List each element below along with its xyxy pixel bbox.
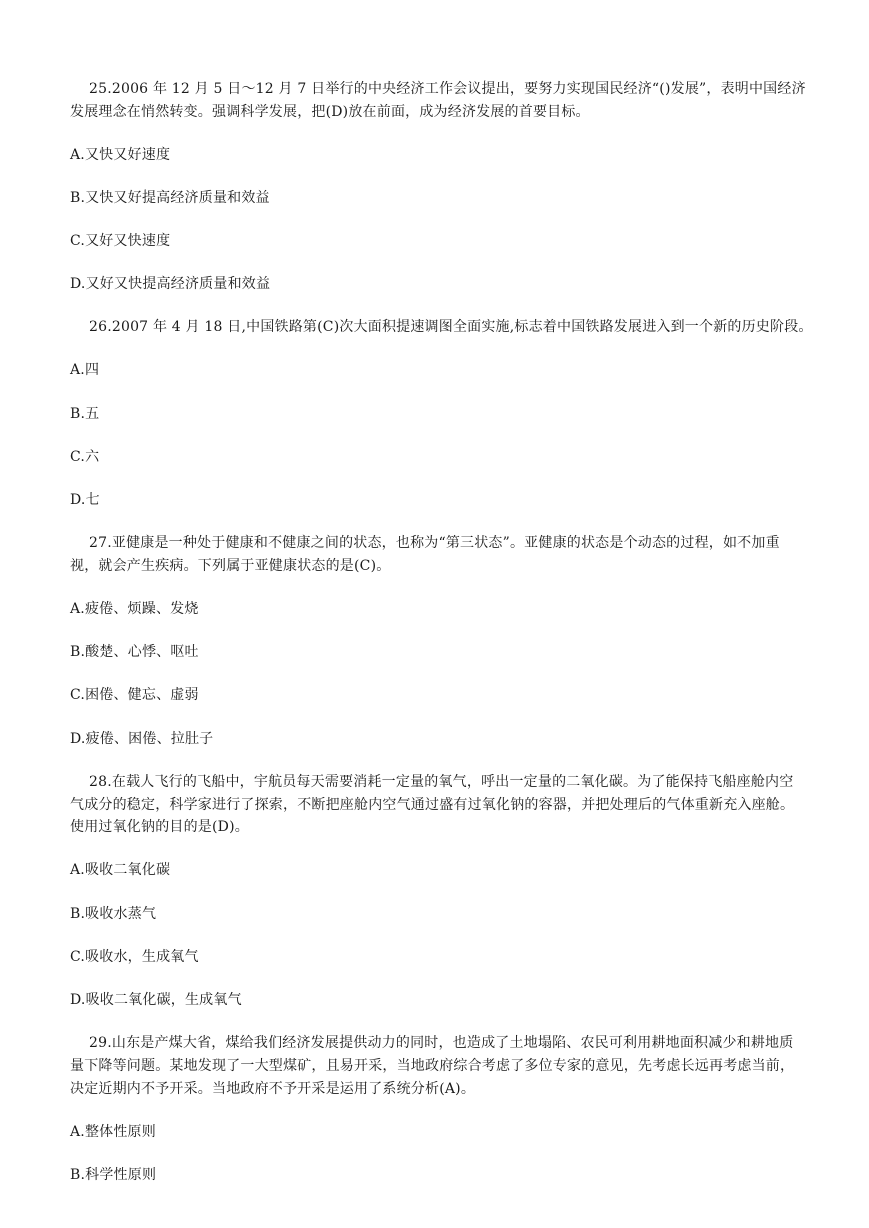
- question-28-option-a: A.吸收二氧化碳: [70, 862, 171, 878]
- question-26-option-c: C.六: [70, 449, 100, 465]
- question-27-option-d: D.疲倦、困倦、拉肚子: [70, 731, 214, 747]
- question-28-option-c: C.吸收水，生成氧气: [70, 949, 199, 965]
- question-29-option-b: B.科学性原则: [70, 1167, 157, 1183]
- question-27-option-c: C.困倦、健忘、虚弱: [70, 687, 199, 703]
- question-26-option-b: B.五: [70, 406, 100, 422]
- question-29-line-1: 29.山东是产煤大省，煤给我们经济发展提供动力的同时，也造成了土地塌陷、农民可利用耕地面积减少和耕地质: [89, 1035, 794, 1051]
- question-27-line-1: 27.亚健康是一种处于健康和不健康之间的状态，也称为“第三状态”。亚健康的状态是个动态的过程，如不加重: [89, 535, 780, 551]
- question-25-option-c: C.又好又快速度: [70, 233, 171, 249]
- question-27-line-2: 视，就会产生疾病。下列属于亚健康状态的是(C)。: [70, 558, 391, 574]
- question-26-option-a: A.四: [70, 362, 100, 378]
- question-25-option-a: A.又快又好速度: [70, 147, 171, 163]
- question-28-line-2: 气成分的稳定，科学家进行了探索，不断把座舱内空气通过盛有过氧化钠的容器，并把处理后的气体重新充入座舱。: [70, 797, 795, 813]
- question-26-option-d: D.七: [70, 492, 100, 508]
- question-25-option-d: D.又好又快提高经济质量和效益: [70, 276, 271, 292]
- question-28-line-1: 28.在载人飞行的飞船中，宇航员每天需要消耗一定量的氧气，呼出一定量的二氧化碳。为了能保持飞船座舱内空: [89, 774, 794, 790]
- question-29-line-2: 量下降等问题。某地发现了一大型煤矿，且易开采，当地政府综合考虑了多位专家的意见，先考虑长远再考虑当前，: [70, 1058, 795, 1074]
- question-28-option-b: B.吸收水蒸气: [70, 906, 157, 922]
- question-27-option-b: B.酸楚、心悸、呕吐: [70, 644, 199, 660]
- question-29-line-3: 决定近期内不予开采。当地政府不予开采是运用了系统分析(A)。: [70, 1081, 476, 1097]
- question-25-line-1: 25.2006 年 12 月 5 日～12 月 7 日举行的中央经济工作会议提出，要努力实现国民经济“()发展”，表明中国经济: [89, 81, 806, 97]
- question-28-option-d: D.吸收二氧化碳，生成氧气: [70, 992, 242, 1008]
- question-26-line-1: 26.2007 年 4 月 18 日,中国铁路第(C)次大面积提速调图全面实施,标志着中国铁路发展进入到一个新的历史阶段。: [89, 319, 813, 335]
- question-28-line-3: 使用过氧化钠的目的是(D)。: [70, 819, 249, 835]
- question-25-line-2: 发展理念在悄然转变。强调科学发展，把(D)放在前面，成为经济发展的首要目标。: [70, 104, 590, 120]
- question-29-option-a: A.整体性原则: [70, 1124, 156, 1140]
- question-27-option-a: A.疲倦、烦躁、发烧: [70, 601, 199, 617]
- question-25-option-b: B.又快又好提高经济质量和效益: [70, 190, 270, 206]
